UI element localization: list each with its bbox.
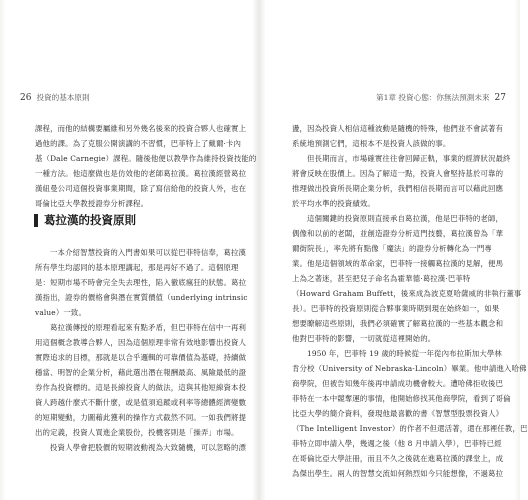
text-line: （Howard Graham Buffett，後來成為波克夏哈薩威的非執行董事 (292, 289, 522, 298)
text-line: 資人跨越什麼式不斷什麼，或是值須追蹤或利率等總體經濟變數 (35, 398, 247, 407)
text-line: 爾街院長」，率先將有點像「魔法」的證券分析轉化為一門專 (292, 244, 492, 253)
left-running-head-title: 投資的基本原則 (36, 93, 90, 102)
text-line: 1950 年，巴菲特 19 歲的時候從一年從內布拉斯加大學林 (307, 349, 502, 358)
text-line: 是：短期市場不時會完全失去理性，陷入徹底瘋狂的狀態。葛拉 (35, 278, 247, 287)
text-line: 偶像和以前的老闆，並創造證券分析這門技藝，葛拉漢曾為「華 (292, 229, 504, 238)
text-line: 用這個概念教導合夥人，因為這個原理非常有效地影響出投資人 (35, 338, 247, 347)
text-line: 想要瞭解這些原則，我們必須確實了解葛拉漢的一些基本觀念和 (292, 319, 504, 328)
heading-marker (34, 214, 38, 227)
text-line: 課程，而他的結構要屬維和另外幾名後來的投資合夥人也確實上 (35, 124, 247, 133)
text-line: 穩當、明智的企業分析，藉此選出潛在報酬最高、風險最低的證 (35, 368, 247, 377)
text-line: 投資人學會把股價的短期波動視為大致隨機，可以忽略的漂 (50, 443, 247, 452)
right-body (292, 121, 528, 481)
text-line: 上為之著迷，甚至把兒子命名為霍華德·葛拉漢·巴菲特 (292, 274, 471, 283)
text-line: 於平均水準的投資績效。 (292, 199, 375, 208)
left-page-number: 26 (20, 93, 32, 103)
right-page-number: 27 (494, 93, 506, 103)
text-line: 一種方法。他這麼做也是仿效他的老師葛拉漢。葛拉漢經營葛拉 (35, 169, 247, 178)
text-line: 業。他是這個領域的革命家，巴菲特一接觸葛拉漢的見解，便馬 (292, 259, 504, 268)
text-line: 哥倫比亞大學教授證券分析課程。 (35, 199, 149, 208)
text-line: 盪，因為投資人相信這種波動是隨機的特殊，他們並不會試著有 (292, 124, 504, 133)
text-line: 漢紐曼公司這個投資事業期間，除了寫信給他的投資人外，也在 (35, 184, 247, 193)
section-heading-text: 葛拉漢的投資原則 (44, 213, 136, 227)
left-page (0, 0, 260, 500)
text-line: 葛拉漢傳授的原理看起來有點矛盾，但巴菲特在信中一再利 (50, 323, 247, 332)
section-heading (34, 212, 136, 228)
text-line: 商學院，但被告知幾年後再申請成功機會較大。遭哈佛拒收後巴 (292, 379, 504, 388)
right-running-head (376, 92, 506, 103)
text-line: 在哥倫比亞大學註冊，而且不久之後就在進葛拉漢的課堂上，成 (292, 454, 504, 463)
text-line: 菲特在一本中競奪運的事情，他開始修找其他商學院，看到了哥倫 (292, 394, 511, 403)
text-line: 菲特立即申請入學，幾週之後（他 8 月申請入學），巴菲特已經 (292, 439, 502, 448)
text-line: 這個關鍵的投資原則直接承自葛拉漢，他是巴菲特的老師， (307, 214, 504, 223)
text-line: 過他的課。為了克服公開演講的不習慣，巴菲特上了戴爾·卡內 (35, 139, 242, 148)
text-line: 實際追求的目標，那就是以合乎邏輯的可靠價值為基礎，持續做 (35, 353, 247, 362)
text-line: value）一致。 (35, 308, 86, 317)
left-running-head (20, 92, 90, 103)
text-line: 長）。巴菲特的投資原則從合夥事業時期到現在始終如一，如果 (292, 304, 500, 313)
right-running-head-title: 第1章 投資心態：你無法預測未來 (375, 93, 490, 102)
left-top-paragraph (35, 121, 257, 211)
text-line: 所有學生均認同的基本原理講起，那是再好不過了。這個原理 (35, 263, 239, 272)
left-body (35, 245, 248, 455)
text-line: 肯分校（University of Nebraska-Lincoln）畢業。他申請進入哈佛 (292, 364, 527, 373)
text-line: 比亞大學的簡介資料，發現他最喜歡的書《智慧型股票投資人》 (292, 409, 504, 418)
text-line: 為傑出學生。兩人的智慧交流如何熱烈如今只能想像，不過葛拉 (292, 469, 504, 478)
text-line: 他對巴菲特的影響，一切就從這裡開始的。 (292, 334, 436, 343)
text-line: 券作為投資標的。這是長線投資人的做法，這與其他短線資本投 (35, 383, 247, 392)
text-line: 漢指出，證券的價格會與潛在實質價值（underlying intrinsic (35, 293, 248, 302)
text-line: 但長期而言，市場確實往往會回歸正軌，事業的經濟狀況最終 (307, 154, 511, 163)
text-line: 出的定義，投資人買進企業股份，投機客則是「操弄」市場。 (35, 428, 239, 437)
text-line: （The Intelligent Investor）的作者不但還活著，還在那裡任教，巴 (292, 424, 528, 433)
text-line: 推理做出投資所長期企業分析，我們相信長期而言可以藉此回應 (292, 184, 504, 193)
text-line: 一本介紹智慧投資的入門書如果可以從巴菲特信奉，葛拉漢 (50, 248, 247, 257)
text-line: 的短期變動，力圖藉此獲利的操作方式截然不同。一如我們將提 (35, 413, 247, 422)
text-line: 將會反映在股價上。因為了解這一點，投資人會堅持基於可靠的 (292, 169, 504, 178)
text-line: 基（Dale Carnegie）課程。隨後他便以教學作為維持投資技能的 (35, 154, 257, 163)
text-line: 系統地預測它們，這根本不是投資人該做的事。 (292, 139, 451, 148)
